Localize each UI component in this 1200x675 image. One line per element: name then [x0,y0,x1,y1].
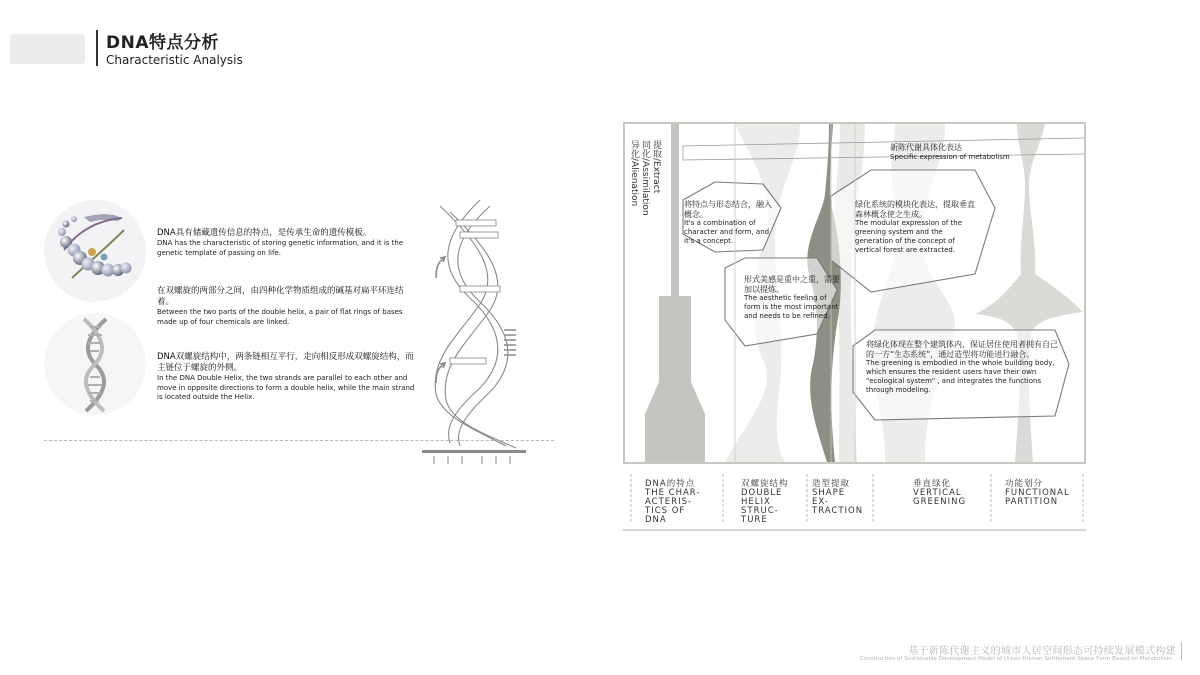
column-label-cn: 垂直绿化 [913,479,952,489]
baseline-divider [44,440,554,441]
column-label-en-1: THE CHAR- [645,488,701,498]
label-alienation: 异化/Alienation [629,140,639,207]
column-label-rules [623,472,1086,534]
column-label-en-1: FUNCTIONAL [1005,488,1070,498]
paragraph-en: In the DNA Double Helix, the two strands are parallel to each other and move in opposite directions to form a double helix, while the main strand is located outside the Helix. [157,374,415,401]
dna-helix-image-circle [44,200,146,302]
paragraph-cn: 在双螺旋的两部分之间，由四种化学物质组成的碱基对扁平环连结着。 [157,286,404,307]
paragraph-double-helix [157,352,419,403]
helix-sketch-diagram [420,198,540,468]
annotation-cn: 将特点与形态结合，融入概念。 [684,200,772,219]
paragraph-en: DNA has the characteristic of storing genetic information, and it is the genetic template of passing on life. [157,239,404,257]
column-label-cn: 双螺旋结构 [741,479,789,489]
page-subtitle: Characteristic Analysis [106,53,243,67]
column-label-en-4: DNA [645,515,667,525]
annotation-cn: 形式美感是重中之重，需要加以提炼。 [744,275,840,294]
column-label-en-1: VERTICAL [913,488,962,498]
annotation-cn: 绿化系统的模块化表达，提取垂直森林概念使之生成。 [855,200,975,219]
paragraph-base-pairs [157,286,419,327]
column-label-en-2: EX- [812,497,829,507]
annotation-combination [684,200,772,246]
annotation-cn: 将绿化体现在整个建筑体内，保证居住使用者拥有自己的一方“生态系统”，通过造型将功能进行融合。 [866,340,1058,359]
paragraph-genetic-info [157,228,419,258]
vertical-label-extract [628,140,662,234]
annotation-metabolism [890,143,1070,162]
annotation-en: It's a combination of character and form, and it's a concept. [684,219,770,245]
column-label-en-2: PARTITION [1005,497,1059,507]
footer-divider [1181,642,1182,660]
column-label-en-3: TICS OF [645,506,686,516]
label-assimilation: 同化/Assimilation [640,140,650,216]
column-label-cn: DNA的特点 [645,479,696,489]
column-label-en-2: HELIX [741,497,771,507]
column-label-en-3: TRACTION [812,506,864,516]
annotation-cn: 新陈代谢具体化表达 [890,143,962,152]
dna-silhouette-icon [44,313,146,415]
form-extraction-diagram [625,124,1084,462]
annotation-en: Specific expression of metabolism [890,152,1010,161]
column-label-en-1: DOUBLE [741,488,783,498]
logo-placeholder [10,34,85,64]
footer-title: 基于新陈代谢主义的城市人居空间形态可持续发展模式构建 [908,646,1176,657]
dna-silhouette-circle [44,313,146,415]
annotation-ecological [866,340,1062,395]
annotation-aesthetic [744,275,840,321]
column-label-en-4: TURE [741,515,768,525]
paragraph-cn: DNA具有储藏遗传信息的特点，是传承生命的遗传模板。 [157,228,372,238]
annotation-en: The greening is embodied in the whole building body, which ensures the resident users have their own "ecological system" , and integrates the functions through modeling. [866,359,1055,394]
label-extract: 提取/Extract [651,140,661,194]
vertical-label-text [628,140,661,216]
paragraph-cn: DNA双螺旋结构中，两条链相互平行，走向相反形成双螺旋结构，而主链位于螺旋的外侧。 [157,352,414,373]
column-label-en-2: ACTERIS- [645,497,693,507]
page-title: DNA特点分析 [106,33,219,53]
column-label-cn: 造型提取 [812,479,851,489]
footer-subtitle: Construction of Sustainable Development Model of Urban Human Settlement Space Form Based on Metabolism [859,656,1172,662]
column-label-en-3: STRUC- [741,506,779,516]
annotation-modular [855,200,977,255]
column-label-cn: 功能划分 [1005,479,1044,489]
annotation-en: The aesthetic feeling of form is the most important and needs to be refined. [744,294,839,320]
annotation-en: The modular expression of the greening system and the generation of the concept of vertical forest are extracted. [855,219,963,254]
title-divider [96,30,98,66]
dna-3d-icon [44,200,146,302]
paragraph-en: Between the two parts of the double helix, a pair of flat rings of bases made up of four chemicals are linked. [157,308,403,326]
column-label-en-1: SHAPE [812,488,846,498]
column-label-en-2: GREENING [913,497,967,507]
